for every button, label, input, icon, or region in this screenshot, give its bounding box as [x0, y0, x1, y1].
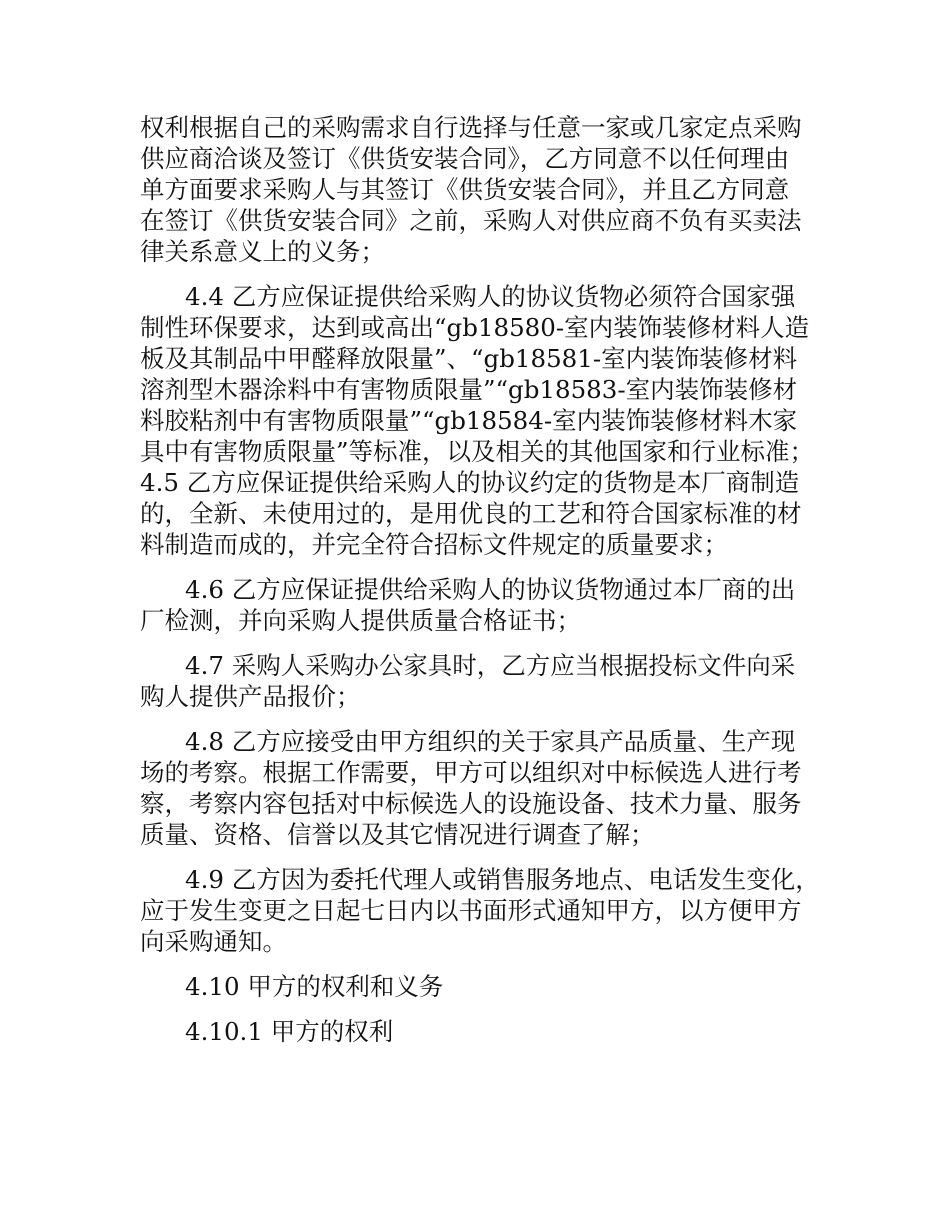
text-line: 具中有害物质限量”等标准，以及相关的其他国家和行业标准；: [140, 437, 815, 466]
text-line: 单方面要求采购人与其签订《供货安装合同》，并且乙方同意: [140, 175, 790, 204]
text-line: 制性环保要求，达到或高出“gb18580-室内装饰装修材料人造: [140, 313, 810, 342]
paragraph-4-8: [140, 726, 818, 850]
text-line: 厂检测，并向采购人提供质量合格证书；: [140, 606, 581, 635]
text-line: 4.8 乙方应接受由甲方组织的关于家具产品质量、生产现: [185, 727, 796, 756]
text-line: 察，考察内容包括对中标候选人的设施设备、技术力量、服务: [140, 789, 802, 818]
document-page: [140, 112, 818, 1061]
paragraph-4-5: [140, 467, 818, 560]
text-line: 向采购通知。: [140, 927, 287, 956]
paragraph-4-7: [140, 650, 818, 712]
text-line: 4.9 乙方因为委托代理人或销售服务地点、电话发生变化，: [185, 865, 820, 894]
text-line: 溶剂型木器涂料中有害物质限量”“gb18583-室内装饰装修材: [140, 375, 798, 404]
text-line: 在签订《供货安装合同》之前，采购人对供应商不负有买卖法: [140, 206, 802, 235]
text-line: 应于发生变更之日起七日内以书面形式通知甲方，以方便甲方: [140, 896, 802, 925]
text-line: 4.10 甲方的权利和义务: [185, 972, 444, 1001]
text-line: 料制造而成的，并完全符合招标文件规定的质量要求；: [140, 530, 728, 559]
text-line: 供应商洽谈及签订《供货安装合同》，乙方同意不以任何理由: [140, 144, 790, 173]
paragraph-continued-rights: [140, 112, 818, 267]
text-line: 4.7 采购人采购办公家具时，乙方应当根据投标文件向采: [185, 651, 796, 680]
text-line: 4.6 乙方应保证提供给采购人的协议货物通过本厂商的出: [185, 575, 796, 604]
text-line: 4.10.1 甲方的权利: [185, 1017, 394, 1046]
paragraph-4-6: [140, 574, 818, 636]
heading-4-10-1: [140, 1016, 818, 1047]
text-line: 4.4 乙方应保证提供给采购人的协议货物必须符合国家强: [185, 282, 796, 311]
text-line: 4.5 乙方应保证提供给采购人的协议约定的货物是本厂商制造: [140, 468, 800, 497]
text-line: 权利根据自己的采购需求自行选择与任意一家或几家定点采购: [140, 113, 802, 142]
paragraph-4-4: [140, 281, 818, 467]
text-line: 律关系意义上的义务；: [140, 237, 385, 266]
text-line: 质量、资格、信誉以及其它情况进行调查了解；: [140, 820, 655, 849]
text-line: 购人提供产品报价；: [140, 682, 361, 711]
heading-4-10: [140, 971, 818, 1002]
text-line: 板及其制品中甲醛释放限量”、“gb18581-室内装饰装修材料: [140, 344, 798, 373]
text-line: 场的考察。根据工作需要，甲方可以组织对中标候选人进行考: [140, 758, 802, 787]
paragraph-4-9: [140, 864, 818, 957]
text-line: 的，全新、未使用过的，是用优良的工艺和符合国家标准的材: [140, 499, 802, 528]
text-line: 料胶粘剂中有害物质限量”“gb18584-室内装饰装修材料木家: [140, 406, 798, 435]
